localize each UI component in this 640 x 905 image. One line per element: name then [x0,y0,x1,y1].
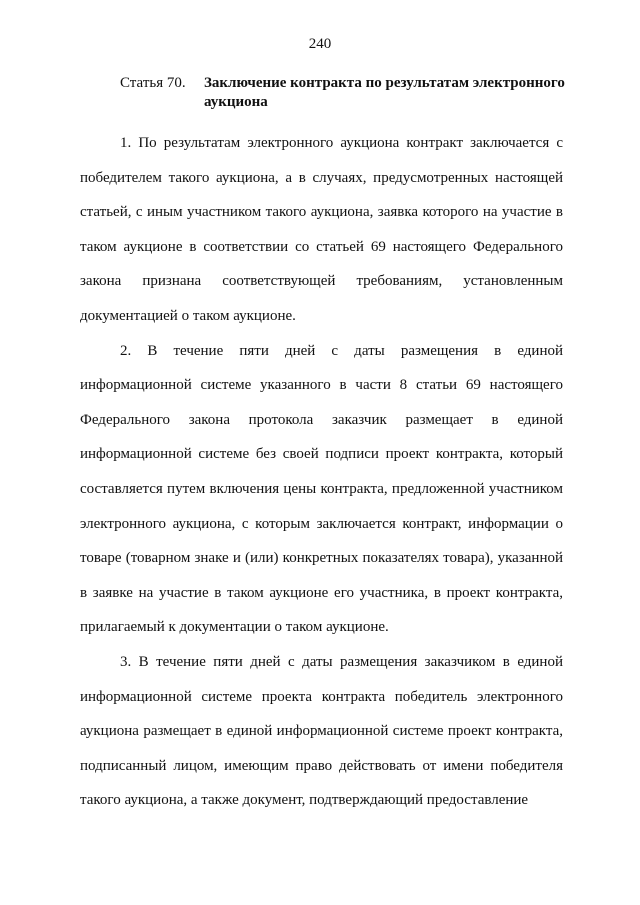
paragraph-1: 1. По результатам электронного аукциона контракт заключается с победителем такого аукциона, а в случаях, предусмотренных настоящей статьей, с иным участником такого аукциона, заявка которого на участие в таком аукционе в соответствии со статьей 69 настоящего Федерального закона признана соответствующей требованиям, установленным документацией о таком аукционе. [80,135,563,324]
article-label: Статья 70. [120,75,186,91]
document-body [80,126,563,818]
page-number: 240 [308,36,332,52]
article-title: Заключение контракта по результатам электронного аукциона [204,75,565,110]
paragraph-2: 2. В течение пяти дней с даты размещения в единой информационной системе указанного в части 8 статьи 69 настоящего Федерального закона протокола заказчик размещает в единой информационной системе без своей подписи проект контракта, который составляется путем включения цены контракта, предложенной участником электронного аукциона, с которым заключается контракт, информации о товаре (товарном знаке и (или) конкретных показателях товара), указанной в заявке на участие в таком аукционе его участника, в проект контракта, прилагаемый к документации о таком аукционе. [80,342,563,636]
paragraph-3: 3. В течение пяти дней с даты размещения заказчиком в единой информационной системе проекта контракта победитель электронного аукциона размещает в единой информационной системе проект контракта, подписанный лицом, имеющим право действовать от имени победителя такого аукциона, а также документ, подтверждающий предоставление [80,653,563,809]
